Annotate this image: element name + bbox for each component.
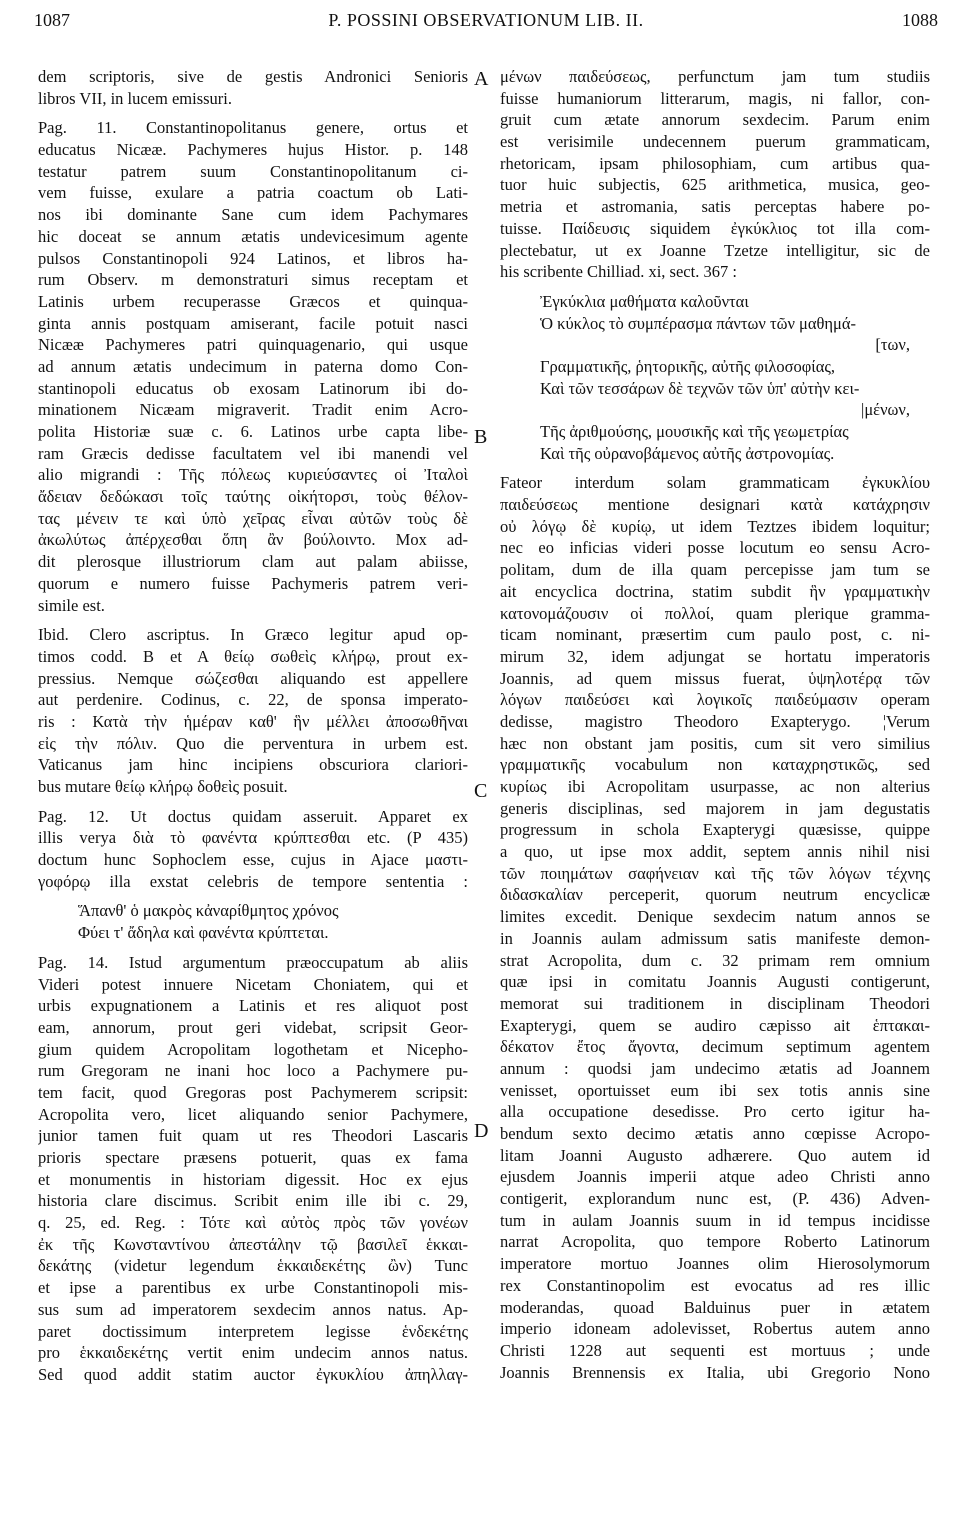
text-line: ticam nominant, præsertim cum paulo post, c. ni- xyxy=(500,625,930,645)
text-line: Καὶ τῶν τεσσάρων δὲ τεχνῶν τῶν ὑπ' αὐτὴν κει- xyxy=(540,378,860,398)
text-line: fuisse humaniorum litterarum, magis, ni fallor, con- xyxy=(500,88,930,108)
text-line: hæc non obstant jam positis, cum sit vero similius xyxy=(500,733,930,753)
text-line: timos codd. B et A θείῳ σωθεὶς κλήρῳ, prout ex- xyxy=(38,646,468,666)
text-line: ris : Κατὰ τὴν ἡμέραν καθ' ἣν μέλλει ἀποσωθῆναι xyxy=(38,711,468,731)
text-line: in Joannis aulam admissum satis manifeste demon- xyxy=(500,928,930,948)
text-line: hic doceat se annum ætatis undevicesimum agente xyxy=(38,226,468,246)
text-line: imperatore mortuo Joannes olim Hierosolymorum xyxy=(500,1254,930,1274)
text-line: κατονομάζουσιν οἱ πολλοί, quam plerique gramma- xyxy=(500,603,930,623)
text-line: illis verya διὰ τὸ φανέντα κρύπτεσθαι etc. (P 435) xyxy=(38,828,468,848)
text-line: prioris spectare præsens potuerit, quas ex fama xyxy=(38,1148,468,1167)
text-line: ram Græcis dedisse facultatem vel ibi manendi vel xyxy=(38,443,468,463)
text-line: politam, dum de illa quam percepisse jam tum se xyxy=(500,560,930,580)
text-line: rhetoricam, ipsam philosophiam, cum artibus qua- xyxy=(500,153,930,173)
paragraph-gap xyxy=(500,283,930,291)
text-line: Ὁ κύκλος τὸ συμπέρασμα πάντων τῶν μαθημά- xyxy=(540,313,857,333)
text-line: narrat Acropolita, quo tempore Roberto Latinorum xyxy=(500,1232,930,1252)
text-line: ginta annis postquam amiserant, facile potuit nasci xyxy=(38,313,468,333)
text-line: δεκάτης (videtur legendum ἑκκαιδεκέτης ὢν) Tunc xyxy=(38,1256,468,1276)
margin-mark-c: C xyxy=(474,780,488,802)
text-line: μένων παιδεύσεως, perfunctum jam tum studiis xyxy=(500,67,930,86)
text-line: Exapterygi, quem se audiro cæpisso ait ἑπτακαι- xyxy=(500,1015,930,1035)
text-line: gruit cum ætate annorum sexdecim. Parum enim xyxy=(500,110,930,130)
text-line: δέκατον ἔτος ἄγοντα, decimum septimum agentem xyxy=(500,1037,930,1057)
text-line: tum in aulam Joannis suum in id tempus incidisse xyxy=(500,1210,930,1230)
text-line: libros VII, in lucem emissuri. xyxy=(38,88,233,108)
text-line: Pag. 12. Ut doctus quidam asseruit. Apparet ex xyxy=(38,806,468,826)
text-line: Acropolita vero, licet aliquando senior Pachymere, xyxy=(38,1104,468,1124)
text-line: κυρίως ibi Acropolitam usurpasse, ac non alterius xyxy=(500,777,930,796)
text-line: est verisimile undecennem puerum grammaticam, xyxy=(500,132,930,152)
text-line: testatur patrem suum Constantinopolitanum ci- xyxy=(38,161,468,181)
paragraph-gap xyxy=(38,944,468,952)
text-line: Γραμματικῆς, ῥητορικῆς, αὐτῆς φιλοσοφίας, xyxy=(540,356,836,376)
text-line: paret doctissimum interpretem legisse ἑνδεκέτης xyxy=(38,1321,468,1341)
text-line: quorum e numero fuisse Pachymeris patrem veri- xyxy=(38,573,468,593)
right-text-column xyxy=(500,66,930,1383)
text-line: progressum in schola Exapterygi quæsisse, quippe xyxy=(500,820,930,840)
text-line: minationem Nicæam migraverit. Tradit enim Acro- xyxy=(38,400,468,420)
text-line: ἀκωλύτως ἀπέρχεσθαι ὅπη ἂν βούλοιντο. Mox ad- xyxy=(38,530,468,550)
text-line: a quo, ut ipse mox addit, septem annis nihil nisi xyxy=(500,842,930,862)
text-line: mirum 32, idem adjungat se hortatu imperatoris xyxy=(500,646,930,666)
text-line: ἄδειαν δεδώκασι τοῖς ταύτης οἰκήτορσι, τοὺς θέλον- xyxy=(38,487,468,507)
text-line: λόγων παιδεύσει καὶ λογικοῖς παιδεύμασιν operam xyxy=(500,690,930,710)
text-line: plectebatur, ut ex Joanne Tzetze intelligitur, sic de xyxy=(500,240,930,260)
text-line: urbis expugnationem a Latinis et res aliquot post xyxy=(38,996,468,1016)
text-line: Fateor interdum solam grammaticam ἐγκυκλίου xyxy=(500,473,930,493)
text-line: bus mutare θείῳ κλήρῳ δοθεὶς posuit. xyxy=(38,777,288,796)
text-line: Ibid. Clero ascriptus. In Græco legitur apud op- xyxy=(38,625,468,645)
text-line: annum : quodsi jam undecimo ætatis ad Joannem xyxy=(500,1058,930,1078)
text-line: contigerit, explorandum nunc est, (P. 436) Adven- xyxy=(500,1189,930,1209)
text-line: alla occupatione desedisse. Pro certo igitur ha- xyxy=(500,1102,930,1122)
text-line: moderandas, quoad Balduinus puer in ætatem xyxy=(500,1297,930,1317)
text-line: tuor huic subjectis, 625 arithmetica, musica, geo- xyxy=(500,175,930,195)
text-line: litam Joanni Augusto adhærere. Quo autem id xyxy=(500,1145,930,1165)
text-line: polita Historiæ suæ c. 6. Latinos urbe capta libe- xyxy=(38,422,468,441)
text-line: Τῆς ἀριθμούσης, μουσικῆς καὶ τῆς γεωμετρίας xyxy=(540,422,849,441)
text-line: γραμματικῆς vocabulum non καταχρηστικῶς, sed xyxy=(500,755,930,775)
text-line: tem facit, quod Gregoras post Pachymerem scripsit: xyxy=(38,1082,468,1102)
text-line: tuisse. Παίδευσις siquidem ἐγκύκλιος tot illa com- xyxy=(500,218,930,238)
text-line: junior tamen fuit quam ut res Theodori Lascaris xyxy=(38,1126,468,1146)
text-line: metria et astromania, satis perceptas habere po- xyxy=(500,197,930,217)
text-line: stantinopoli educatus ob exosam Latinorum ibi do- xyxy=(38,378,468,398)
text-line: aut perdenire. Codinus, c. 22, de sponsa imperato- xyxy=(38,690,468,710)
left-text-column xyxy=(38,66,468,1386)
text-line: simile est. xyxy=(38,595,105,615)
margin-mark-b: B xyxy=(474,426,488,448)
text-line: vem fuisse, exulare a patria coactum ob Lati- xyxy=(38,183,468,203)
text-line: τῶν ποιημάτων σαφήνειαν καὶ τῆς τῶν λόγων τέχνης xyxy=(500,863,930,883)
text-line: et ipse a parentibus ex urbe Constantinopoli mis- xyxy=(38,1278,468,1298)
text-line: rum Gregoram ne inani hoc loco a Pachymere pu- xyxy=(38,1061,468,1081)
text-line: pro ἑκκαιδεκέτης vertit enim undecim annos natus. xyxy=(38,1343,468,1363)
text-line: ἐκ τῆς Κωνσταντίνου ἀπεστάλην τῷ βασιλεῖ ἑκκαι- xyxy=(38,1234,468,1254)
page-number-left: 1087 xyxy=(34,10,70,30)
text-line: dit plerosque illustriorum clam aut palam abiisse, xyxy=(38,552,468,572)
text-line: Ἅπανθ' ὁ μακρὸς κἀναρίθμητος χρόνος xyxy=(78,901,339,921)
paragraph-gap xyxy=(38,892,468,900)
text-line: ait encyclica doctrina, statim subdit ἣν γραμματικὴν xyxy=(500,581,930,601)
paragraph-gap xyxy=(38,109,468,117)
text-line: εἰς τὴν πόλιν. Quo die perventura in urbem est. xyxy=(38,733,468,753)
paragraph-gap xyxy=(38,616,468,624)
running-title: P. POSSINI OBSERVATIONUM LIB. II. xyxy=(328,10,644,30)
text-line: nos ibi dominante Sane cum idem Pachymares xyxy=(38,205,468,225)
text-line: limites excedit. Denique sexdecim natum annos se xyxy=(500,907,930,927)
text-line: παιδεύσεως mentione designari κατὰ κατάχρησιν xyxy=(500,495,930,515)
paragraph-gap xyxy=(500,464,930,472)
text-line: Latinis urbem recuperasse Græcos et quinqua- xyxy=(38,291,468,311)
text-line: imperio idoneam adolevisset, Robertus autem anno xyxy=(500,1319,930,1339)
text-line: οὐ λόγῳ δὲ κυρίῳ, ut idem Teztzes ibidem loquitur; xyxy=(500,516,930,536)
text-line: quæ ipsi in comitatu Joannis Augusti contigerunt, xyxy=(500,972,930,992)
text-line: strat Acropolita, dum c. 32 primam rem omnium xyxy=(500,950,930,970)
margin-mark-d: D xyxy=(474,1120,489,1142)
text-line: ejusdem Joannis imperii atque adeo Christi anno xyxy=(500,1167,930,1187)
text-line: memorat sui traditionem in disciplinam Theodori xyxy=(500,993,930,1013)
text-line: et monumentis in historiam digessit. Hoc ex ejus xyxy=(38,1169,468,1189)
text-line: Φύει τ' ἄδηλα καὶ φανέντα κρύπτεται. xyxy=(78,923,329,943)
text-line: Nicææ Pachymeres patri quinquagenario, qui usque xyxy=(38,335,468,355)
text-line: Pag. 14. Istud argumentum præoccupatum ab aliis xyxy=(38,952,468,972)
text-line: dem scriptoris, sive de gestis Andronici Senioris xyxy=(38,67,468,86)
text-line: dedisse, magistro Theodoro Exapterygo. ¦Verum xyxy=(500,711,930,731)
text-line: Sed quod addit statim auctor ἐγκυκλίου ἀπηλλαγ- xyxy=(38,1364,468,1384)
text-line: generis disciplinas, sed majorem in jam degustatis xyxy=(500,798,930,818)
text-line: gium quidem Acropolitam logothetam et Nicepho- xyxy=(38,1039,468,1059)
text-line: alio migrandi : Τῆς πόλεως κυριεύσαντες οἱ Ἰταλοὶ xyxy=(38,465,468,485)
text-line: rum Observ. m demonstraturi simus receptam et xyxy=(38,270,468,290)
text-line: doctum hunc Sophoclem esse, cujus in Ajace μαστι- xyxy=(38,850,468,870)
text-line: Joannis, ad quem missus fuerat, ὑψηλοτέρᾳ τῶν xyxy=(500,668,930,688)
text-line: Καὶ τῆς οὐρανοβάμενος αὐτῆς ἀστρονομίας. xyxy=(540,443,835,463)
running-header xyxy=(34,10,938,36)
text-line: ad annum ætatis undecimum in paterna domo Con- xyxy=(38,356,468,376)
text-line: eam, annorum, prout geri videbat, scripsit Geor- xyxy=(38,1017,468,1037)
text-line: Videri potest innuere Nicetam Choniatem, qui et xyxy=(38,974,468,994)
text-line: τας μένειν τε καὶ ὑπὸ χεῖρας εἶναι αὐτῶν τοὺς δὲ xyxy=(38,508,468,528)
text-line: γοφόρῳ illa exstat celebris de tempore sententia : xyxy=(38,871,468,891)
text-line: Joannis Brennensis ex Italia, ubi Gregorio Nono xyxy=(500,1362,930,1382)
text-line: pulsos Constantinopoli 924 Latinos, et libros ha- xyxy=(38,248,468,268)
text-line: educatus Nicææ. Pachymeres hujus Histor. p. 148 xyxy=(38,140,468,160)
text-line: Vaticanus jam hinc incipiens obscuriora clariori- xyxy=(38,755,468,775)
paragraph-gap xyxy=(38,798,468,806)
text-line: venisset, oportuisset eum ibi sex totis annis sine xyxy=(500,1080,930,1100)
margin-mark-a: A xyxy=(474,68,489,90)
text-line: [των, xyxy=(875,335,910,355)
text-line: Pag. 11. Constantinopolitanus genere, ortus et xyxy=(38,118,468,138)
text-line: sus sum ad imperatorem sexdecim annos natus. Ap- xyxy=(38,1299,468,1319)
text-line: his scribente Chilliad. xi, sect. 367 : xyxy=(500,262,737,282)
text-line: |μένων, xyxy=(861,400,910,420)
text-line: Christi 1228 aut sequenti est mortuus ; unde xyxy=(500,1340,930,1360)
text-line: rex Constantinopolim est evocatus ad res illic xyxy=(500,1275,930,1295)
text-line: Ἐγκύκλια μαθήματα καλοῦνται xyxy=(540,291,749,311)
text-line: διδασκαλίαν perceperit, quorum neutrum encyclicæ xyxy=(500,885,930,905)
text-line: nec eo inficias videri posse locutum eo sensu Acro- xyxy=(500,538,930,558)
text-line: q. 25, ed. Reg. : Τότε καὶ αὐτὸς πρὸς τῶν γονέων xyxy=(38,1213,468,1233)
text-line: historia clare discimus. Scribit enim ille ibi c. 29, xyxy=(38,1191,468,1211)
text-line: pressius. Nemque σώζεσθαι aliquando est appellere xyxy=(38,668,468,688)
page-number-right: 1088 xyxy=(902,10,938,30)
text-line: bendum sexto decimo ætatis anno cœpisse Acropo- xyxy=(500,1124,930,1143)
